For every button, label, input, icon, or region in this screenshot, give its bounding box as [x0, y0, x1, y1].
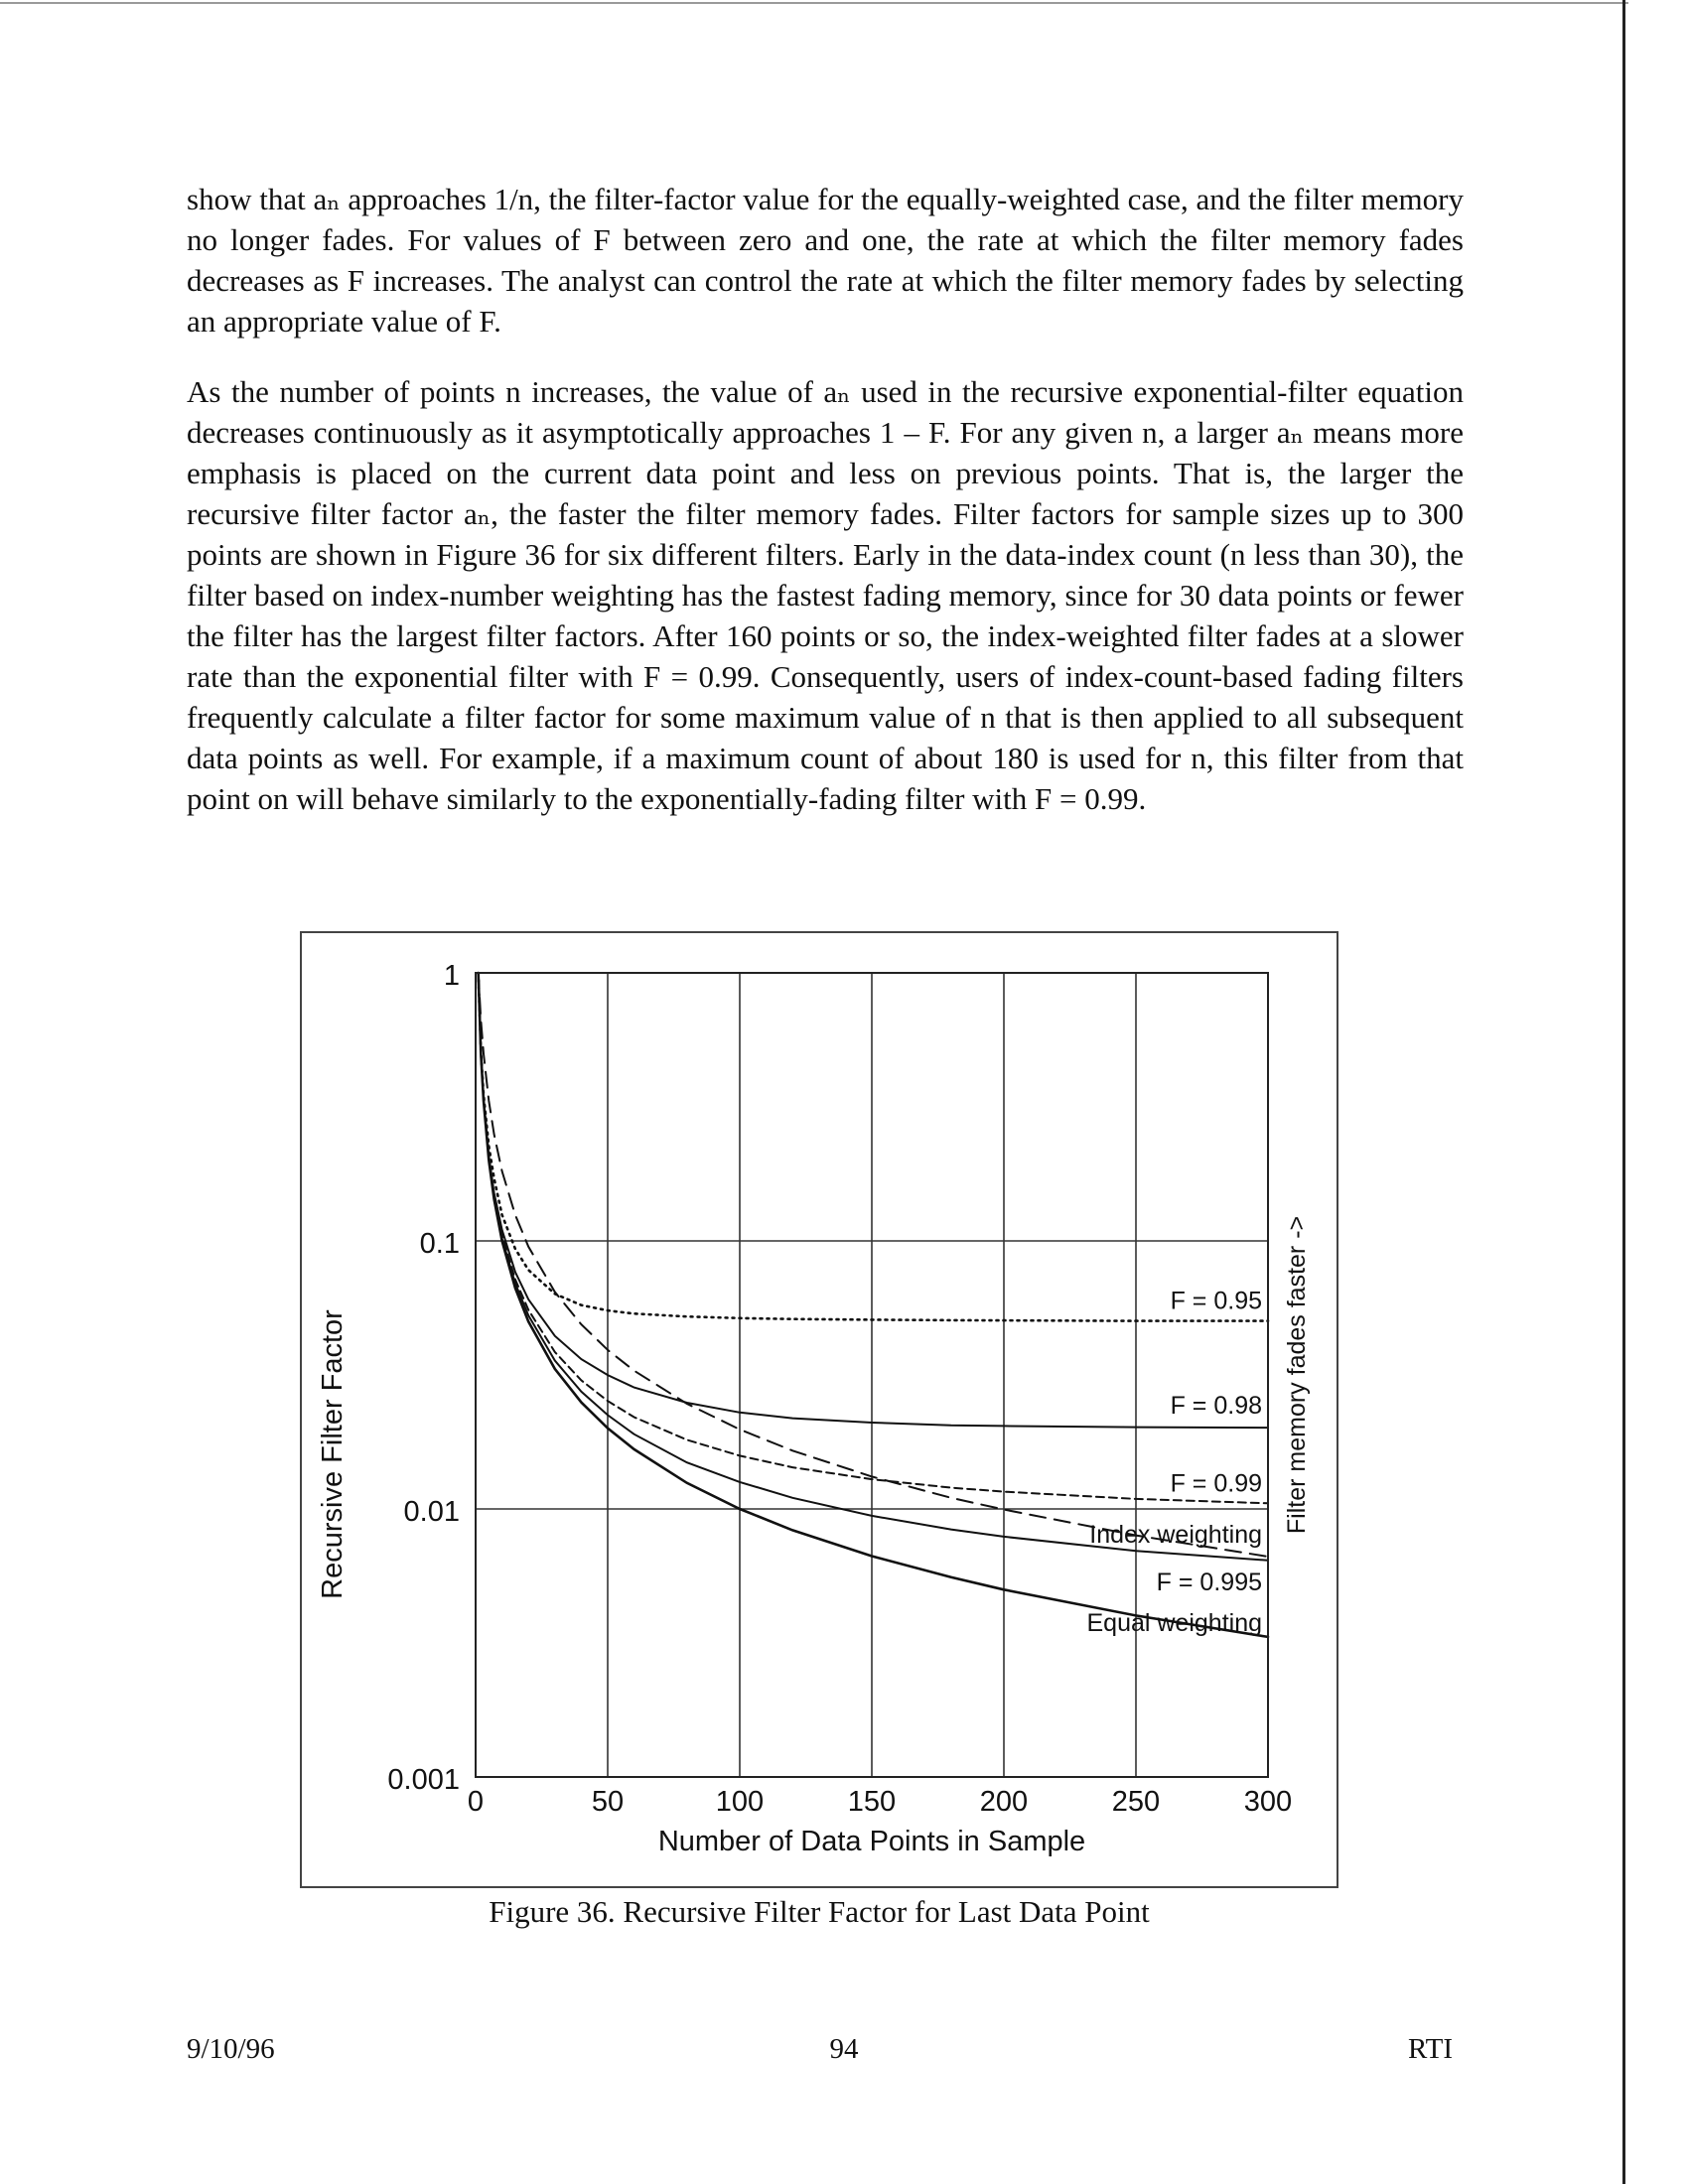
x-axis-label: Number of Data Points in Sample	[657, 1826, 1086, 1857]
top-rule	[0, 2, 1628, 4]
y-tick-label-0: 0.001	[387, 1764, 460, 1796]
y-axis-label: Recursive Filter Factor	[317, 1309, 349, 1599]
series-line-3	[479, 973, 1268, 1557]
chart-annotations	[1086, 1288, 1262, 1637]
chart-grid	[476, 973, 1268, 1777]
x-tick-label-200: 200	[979, 1786, 1029, 1818]
y-tick-label-2: 0.1	[419, 1228, 460, 1260]
y-tick-label-3: 1	[443, 960, 460, 992]
series-line-4	[479, 973, 1268, 1561]
footer-page-number: 94	[829, 2033, 859, 2065]
recursive-filter-factor-chart	[302, 933, 1337, 1886]
y-tick-label-1: 0.01	[403, 1496, 460, 1528]
series-line-0	[479, 973, 1268, 1321]
figure-36-frame	[300, 931, 1338, 1888]
x-tick-label-300: 300	[1243, 1786, 1293, 1818]
right-axis-label: Filter memory fades faster ->	[1283, 1215, 1311, 1535]
footer-organization: RTI	[1408, 2033, 1453, 2065]
annotation-label-2: F = 0.99	[1170, 1469, 1262, 1498]
series-line-1	[479, 973, 1268, 1428]
x-tick-label-100: 100	[715, 1786, 765, 1818]
series-line-2	[479, 973, 1268, 1503]
x-tick-label-50: 50	[591, 1786, 625, 1818]
x-tick-label-150: 150	[847, 1786, 897, 1818]
chart-ticks	[387, 960, 1292, 1818]
annotation-label-3: Index weighting	[1089, 1521, 1262, 1550]
annotation-label-1: F = 0.98	[1170, 1392, 1262, 1421]
right-margin-rule	[1622, 0, 1625, 2184]
footer-date: 9/10/96	[187, 2033, 275, 2065]
x-tick-label-0: 0	[467, 1786, 485, 1818]
annotation-label-0: F = 0.95	[1170, 1287, 1262, 1315]
annotation-label-5: Equal weighting	[1086, 1608, 1262, 1637]
x-tick-label-250: 250	[1111, 1786, 1161, 1818]
paragraph-1: show that aₙ approaches 1/n, the filter-factor value for the equally-weighted case, and the filter memory no longer fades. For values of F between zero and one, the rate at which the filter memory fades decreases as F increases. The analyst can control the rate at which the filter memory fades by selecting an appropriate value of F.	[187, 182, 1464, 339]
annotation-label-4: F = 0.995	[1156, 1568, 1262, 1596]
figure-caption: Figure 36. Recursive Filter Factor for Last Data Point	[489, 1894, 1150, 1929]
paragraph-2: As the number of points n increases, the value of aₙ used in the recursive exponential-filter equation decreases continuously as it asymptotically approaches 1 – F. For any given n, a larger aₙ means more emphasis is placed on the current data point and less on previous points. That is, the larger the recursive filter factor aₙ, the faster the filter memory fades. Filter factors for sample sizes up to 300 points are shown in Figure 36 for six different filters. Early in the data-index count (n less than 30), the filter based on index-number weighting has the fastest fading memory, since for 30 data points or fewer the filter has the largest filter factors. After 160 points or so, the index-weighted filter fades at a slower rate than the exponential filter with F = 0.99. Consequently, users of index-count-based fading filters frequently calculate a filter factor for some maximum value of n that is then applied to all subsequent data points as well. For example, if a maximum count of about 180 is used for n, this filter from that point on will behave similarly to the exponentially-fading filter with F = 0.99.	[187, 374, 1464, 816]
